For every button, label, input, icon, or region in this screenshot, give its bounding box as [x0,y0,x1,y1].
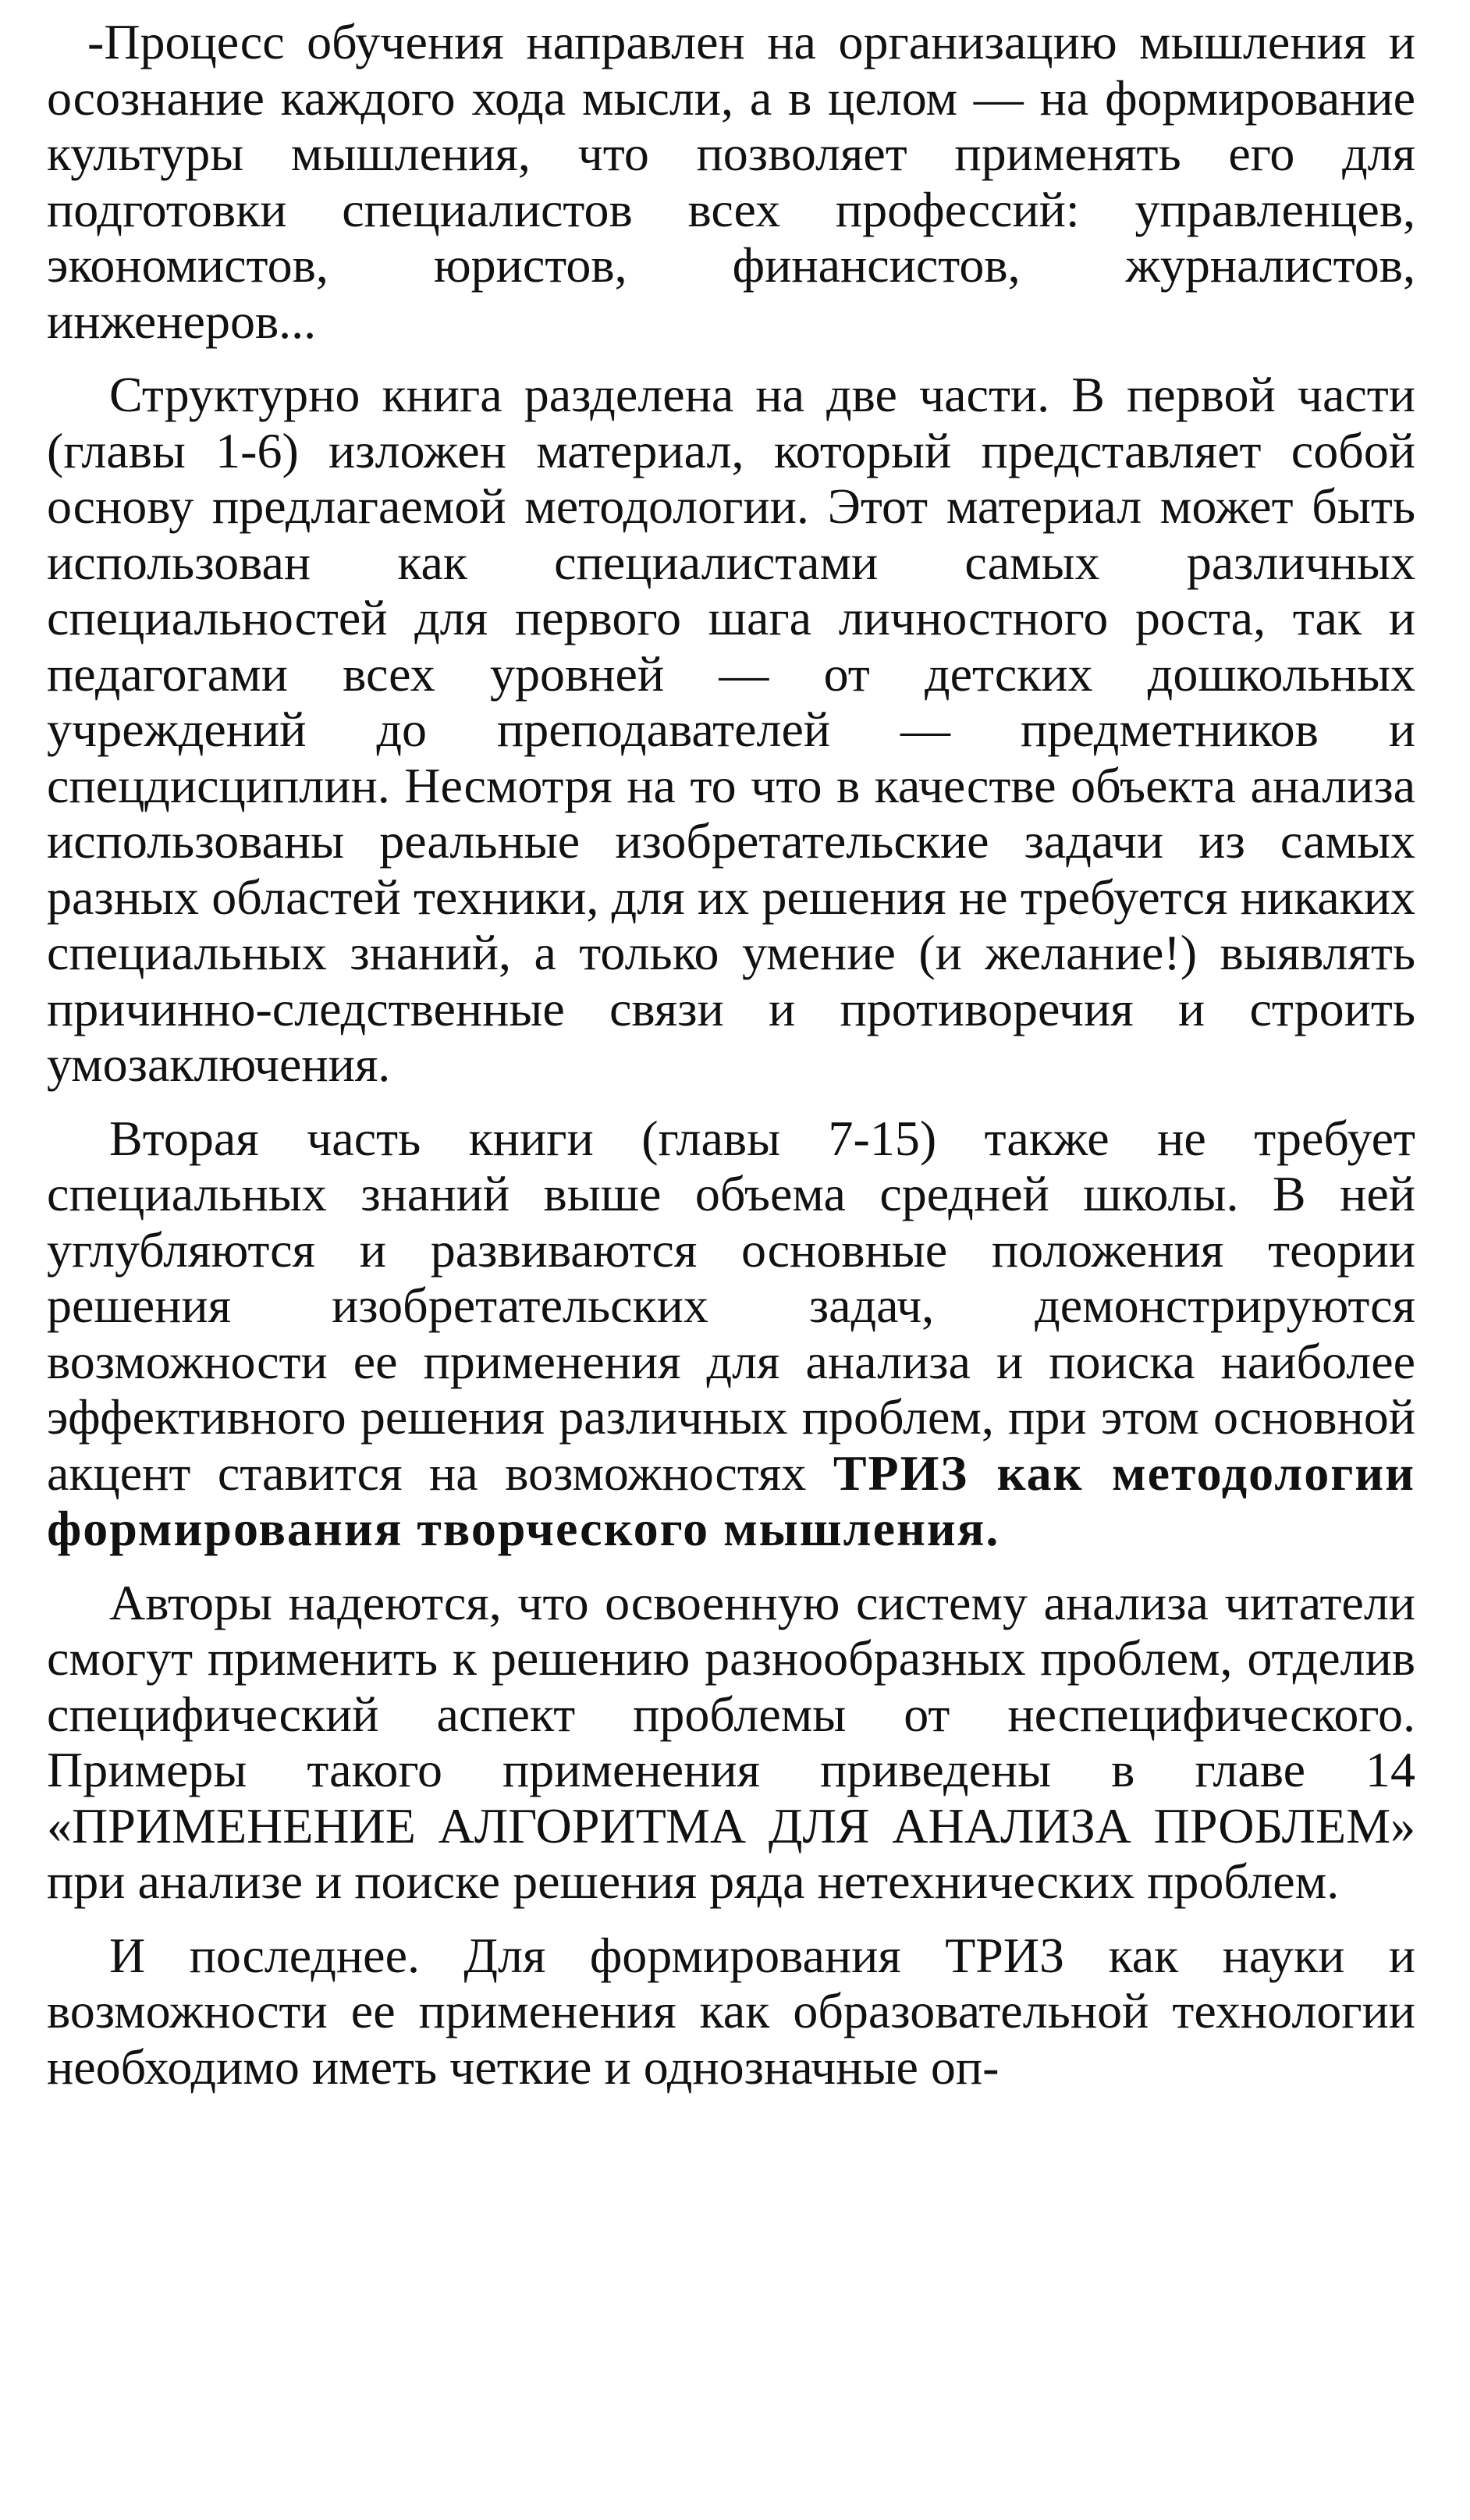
paragraph-second-part [47,1111,1415,1557]
paragraph-last-point [47,1928,1415,2095]
paragraph-learning-process [47,14,1415,349]
paragraph-authors-hope [47,1575,1415,1910]
paragraph-text: Вторая часть книги (главы 7-15) также не требует специальных знаний выше объема средней школы. В ней углубляются и развиваются основные положения теории решения изобретательских задач, демонстрируются возможности ее применения для анализа и поиска наиболее эффективного решения различных проблем, при этом основной акцент ставится на возможностях [47,1110,1415,1501]
paragraph-text: -Процесс обучения направлен на организацию мышления и осознание каждого хода мысли, а в целом — на формирование культуры мышления, что позволяет применять его для подготовки специалистов всех профессий: управленцев, экономистов, юристов, финансистов, журналистов, инженеров... [47,14,1415,349]
paragraph-book-structure [47,367,1415,1093]
paragraph-text: И последнее. Для формирования ТРИЗ как науки и возможности ее применения как образовательной технологии необходимо иметь четкие и однозначные оп- [47,1927,1415,2095]
paragraph-text: Авторы надеются, что освоенную систему анализа читатели смогут применить к решению разнообразных проблем, отделив специфический аспект проблемы от неспецифического. Примеры такого применения приведены в главе 14 «ПРИМЕНЕНИЕ АЛГОРИТМА ДЛЯ АНАЛИЗА ПРОБЛЕМ» при анализе и поиске решения ряда нетехнических проблем. [47,1574,1415,1909]
paragraph-bold-emphasis: ТРИЗ как методологии формирования творческого мышления. [47,1445,1416,1556]
paragraph-text: Структурно книга разделена на две части. В первой части (главы 1-6) изложен материал, который представляет собой основу предлагаемой методологии. Этот материал может быть использован как специалистами самых различных специальностей для первого шага личностного роста, так и педагогами всех уровней — от детских дошкольных учреждений до преподавателей — предметников и спецдисциплин. Несмотря на то что в качестве объекта анализа использованы реальные изобретательские задачи из самых разных областей техники, для их решения не требуется никаких специальных знаний, а только умение (и желание!) выявлять причинно-следственные связи и противоречия и строить умозаключения. [47,367,1415,1092]
